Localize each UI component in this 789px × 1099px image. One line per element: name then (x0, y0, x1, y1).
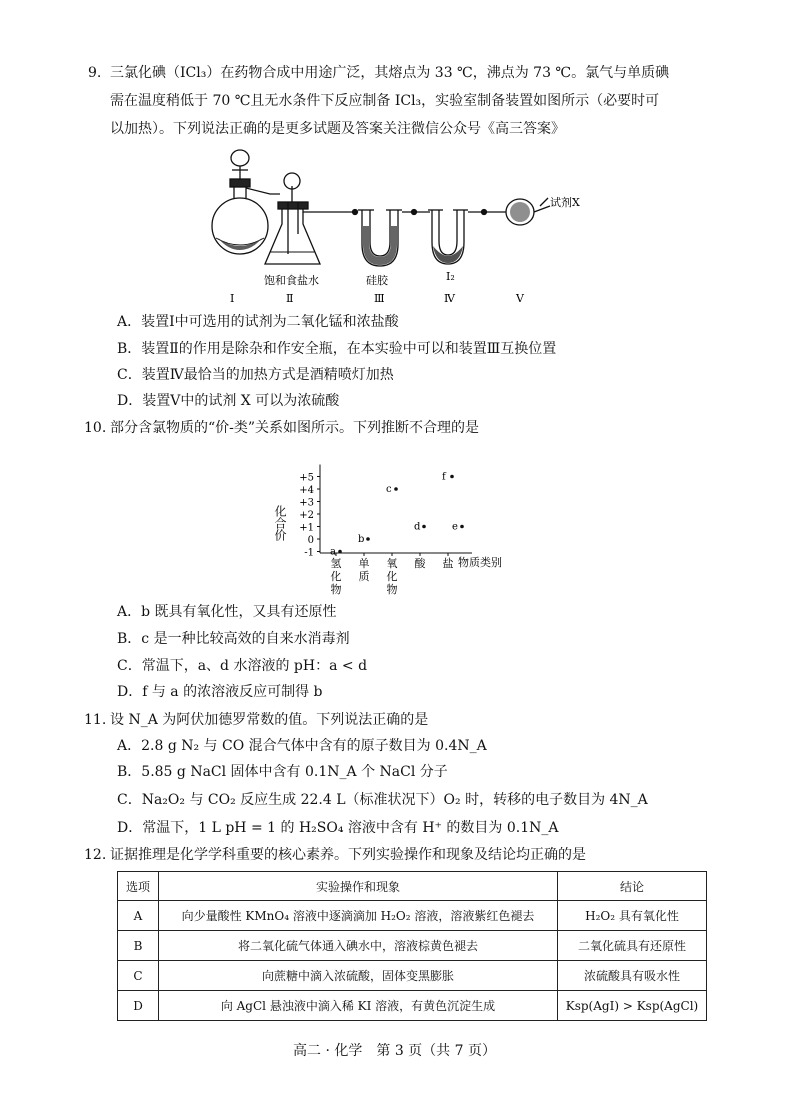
table-header-operation: 实验操作和现象 (159, 872, 558, 901)
question-11-option-a: A．2.8 g N₂ 与 CO 混合气体中含有的原子数目为 0.4N_A (117, 738, 487, 754)
question-11-stem: 设 N_A 为阿伏加德罗常数的值。下列说法正确的是 (110, 712, 429, 728)
question-9-number: 9. (88, 65, 102, 81)
valence-class-chart (273, 450, 526, 600)
device-5-label: Ⅴ (516, 292, 524, 305)
row-operation: 将二氧化硫气体通入碘水中，溶液棕黄色褪去 (159, 931, 558, 961)
reagent-x-label: 试剂X (550, 196, 580, 209)
y-tick-label: +1 (299, 522, 314, 534)
saturated-brine-label: 饱和食盐水 (264, 274, 319, 287)
table-header-option: 选项 (118, 872, 159, 901)
table-row (118, 961, 707, 991)
row-option: C (118, 961, 159, 991)
question-10-number: 10. (84, 420, 107, 436)
question-9-option-c: C．装置Ⅳ最恰当的加热方式是酒精喷灯加热 (117, 367, 394, 383)
row-operation: 向 AgCl 悬浊液中滴入稀 KI 溶液，有黄色沉淀生成 (159, 991, 558, 1021)
x-tick-label: 氢化物 (330, 557, 342, 596)
point-label-a: a (330, 546, 336, 558)
table-row (118, 901, 707, 931)
point-label-d: d (414, 521, 421, 533)
row-operation: 向少量酸性 KMnO₄ 溶液中逐滴滴加 H₂O₂ 溶液，溶液紫红色褪去 (159, 901, 558, 931)
row-option: B (118, 931, 159, 961)
point-d (422, 525, 426, 529)
device-3-label: Ⅲ (374, 292, 385, 305)
row-conclusion: Ksp(AgI) > Ksp(AgCl) (558, 991, 707, 1021)
point-b (366, 537, 370, 541)
question-12-stem: 证据推理是化学学科重要的核心素养。下列实验操作和现象及结论均正确的是 (110, 847, 586, 863)
x-tick-label: 酸 (414, 557, 426, 570)
point-label-b: b (358, 534, 365, 545)
experiment-table (117, 871, 707, 1021)
question-12-number: 12. (84, 847, 107, 863)
x-tick-label: 单质 (358, 557, 370, 583)
table-row (118, 991, 707, 1021)
point-label-e: e (452, 521, 458, 533)
point-c (394, 487, 398, 491)
question-9-option-a: A．装置Ⅰ中可选用的试剂为二氧化锰和浓盐酸 (117, 314, 399, 330)
device-4-label: Ⅳ (444, 292, 455, 305)
x-tick-label: 氧化物 (386, 557, 398, 596)
question-10-option-a: A．b 既具有氧化性，又具有还原性 (117, 604, 337, 620)
x-tick-label: 盐 (442, 557, 454, 570)
row-option: A (118, 901, 159, 931)
y-axis-label: 化合价 (273, 505, 287, 541)
y-tick-label: +5 (299, 472, 314, 484)
y-tick-label: 0 (307, 535, 314, 546)
question-11-option-d: D．常温下，1 L pH = 1 的 H₂SO₄ 溶液中含有 H⁺ 的数目为 0.1N_A (117, 820, 559, 836)
device-2-label: Ⅱ (286, 292, 294, 305)
question-9-stem-line2: 需在温度稍低于 70 ℃且无水条件下反应制备 ICl₃，实验室制备装置如图所示（必要时可 (110, 93, 660, 109)
device-1-label: Ⅰ (230, 292, 235, 305)
question-11-option-b: B．5.85 g NaCl 固体中含有 0.1N_A 个 NaCl 分子 (117, 764, 448, 780)
y-tick-label: +3 (299, 497, 314, 509)
y-tick-label: +2 (299, 510, 314, 521)
point-label-f: f (442, 471, 446, 483)
question-11-option-c: C．Na₂O₂ 与 CO₂ 反应生成 22.4 L（标准状况下）O₂ 时，转移的电子数目为 4N_A (117, 792, 648, 808)
row-option: D (118, 991, 159, 1021)
row-conclusion: 浓硫酸具有吸水性 (558, 961, 707, 991)
question-9-stem-line1: 三氯化碘（ICl₃）在药物合成中用途广泛，其熔点为 33 ℃，沸点为 73 ℃。氯气与单质碘 (110, 65, 670, 81)
apparatus-figure (200, 146, 600, 306)
question-9-option-d: D．装置Ⅴ中的试剂 X 可以为浓硫酸 (117, 393, 340, 409)
row-conclusion: 二氧化硫具有还原性 (558, 931, 707, 961)
question-10-option-d: D．f 与 a 的浓溶液反应可制得 b (117, 684, 323, 700)
point-e (460, 525, 464, 529)
question-10-stem: 部分含氯物质的“价-类”关系如图所示。下列推断不合理的是 (110, 420, 480, 436)
point-f (450, 475, 454, 479)
point-a (338, 550, 342, 554)
question-9-option-b: B．装置Ⅱ的作用是除杂和作安全瓶，在本实验中可以和装置Ⅲ互换位置 (117, 341, 557, 357)
question-10-option-b: B．c 是一种比较高效的自来水消毒剂 (117, 631, 350, 647)
page-footer: 高二 · 化学 第 3 页（共 7 页） (293, 1043, 496, 1059)
row-conclusion: H₂O₂ 具有氧化性 (558, 901, 707, 931)
y-tick-label: +4 (299, 485, 314, 496)
question-11-number: 11. (84, 712, 107, 728)
x-axis-label: 物质类别 (458, 556, 502, 569)
iodine-label: I₂ (446, 270, 455, 283)
table-row (118, 931, 707, 961)
y-tick-label: -1 (304, 547, 314, 559)
point-label-c: c (386, 484, 392, 495)
question-9-stem-line3: 以加热）。下列说法正确的是更多试题及答案关注微信公众号《高三答案》 (110, 121, 565, 137)
row-operation: 向蔗糖中滴入浓硫酸，固体变黑膨胀 (159, 961, 558, 991)
question-10-option-c: C．常温下，a、d 水溶液的 pH：a < d (117, 658, 368, 674)
table-header-conclusion: 结论 (558, 872, 707, 901)
silica-gel-label: 硅胶 (366, 274, 388, 287)
